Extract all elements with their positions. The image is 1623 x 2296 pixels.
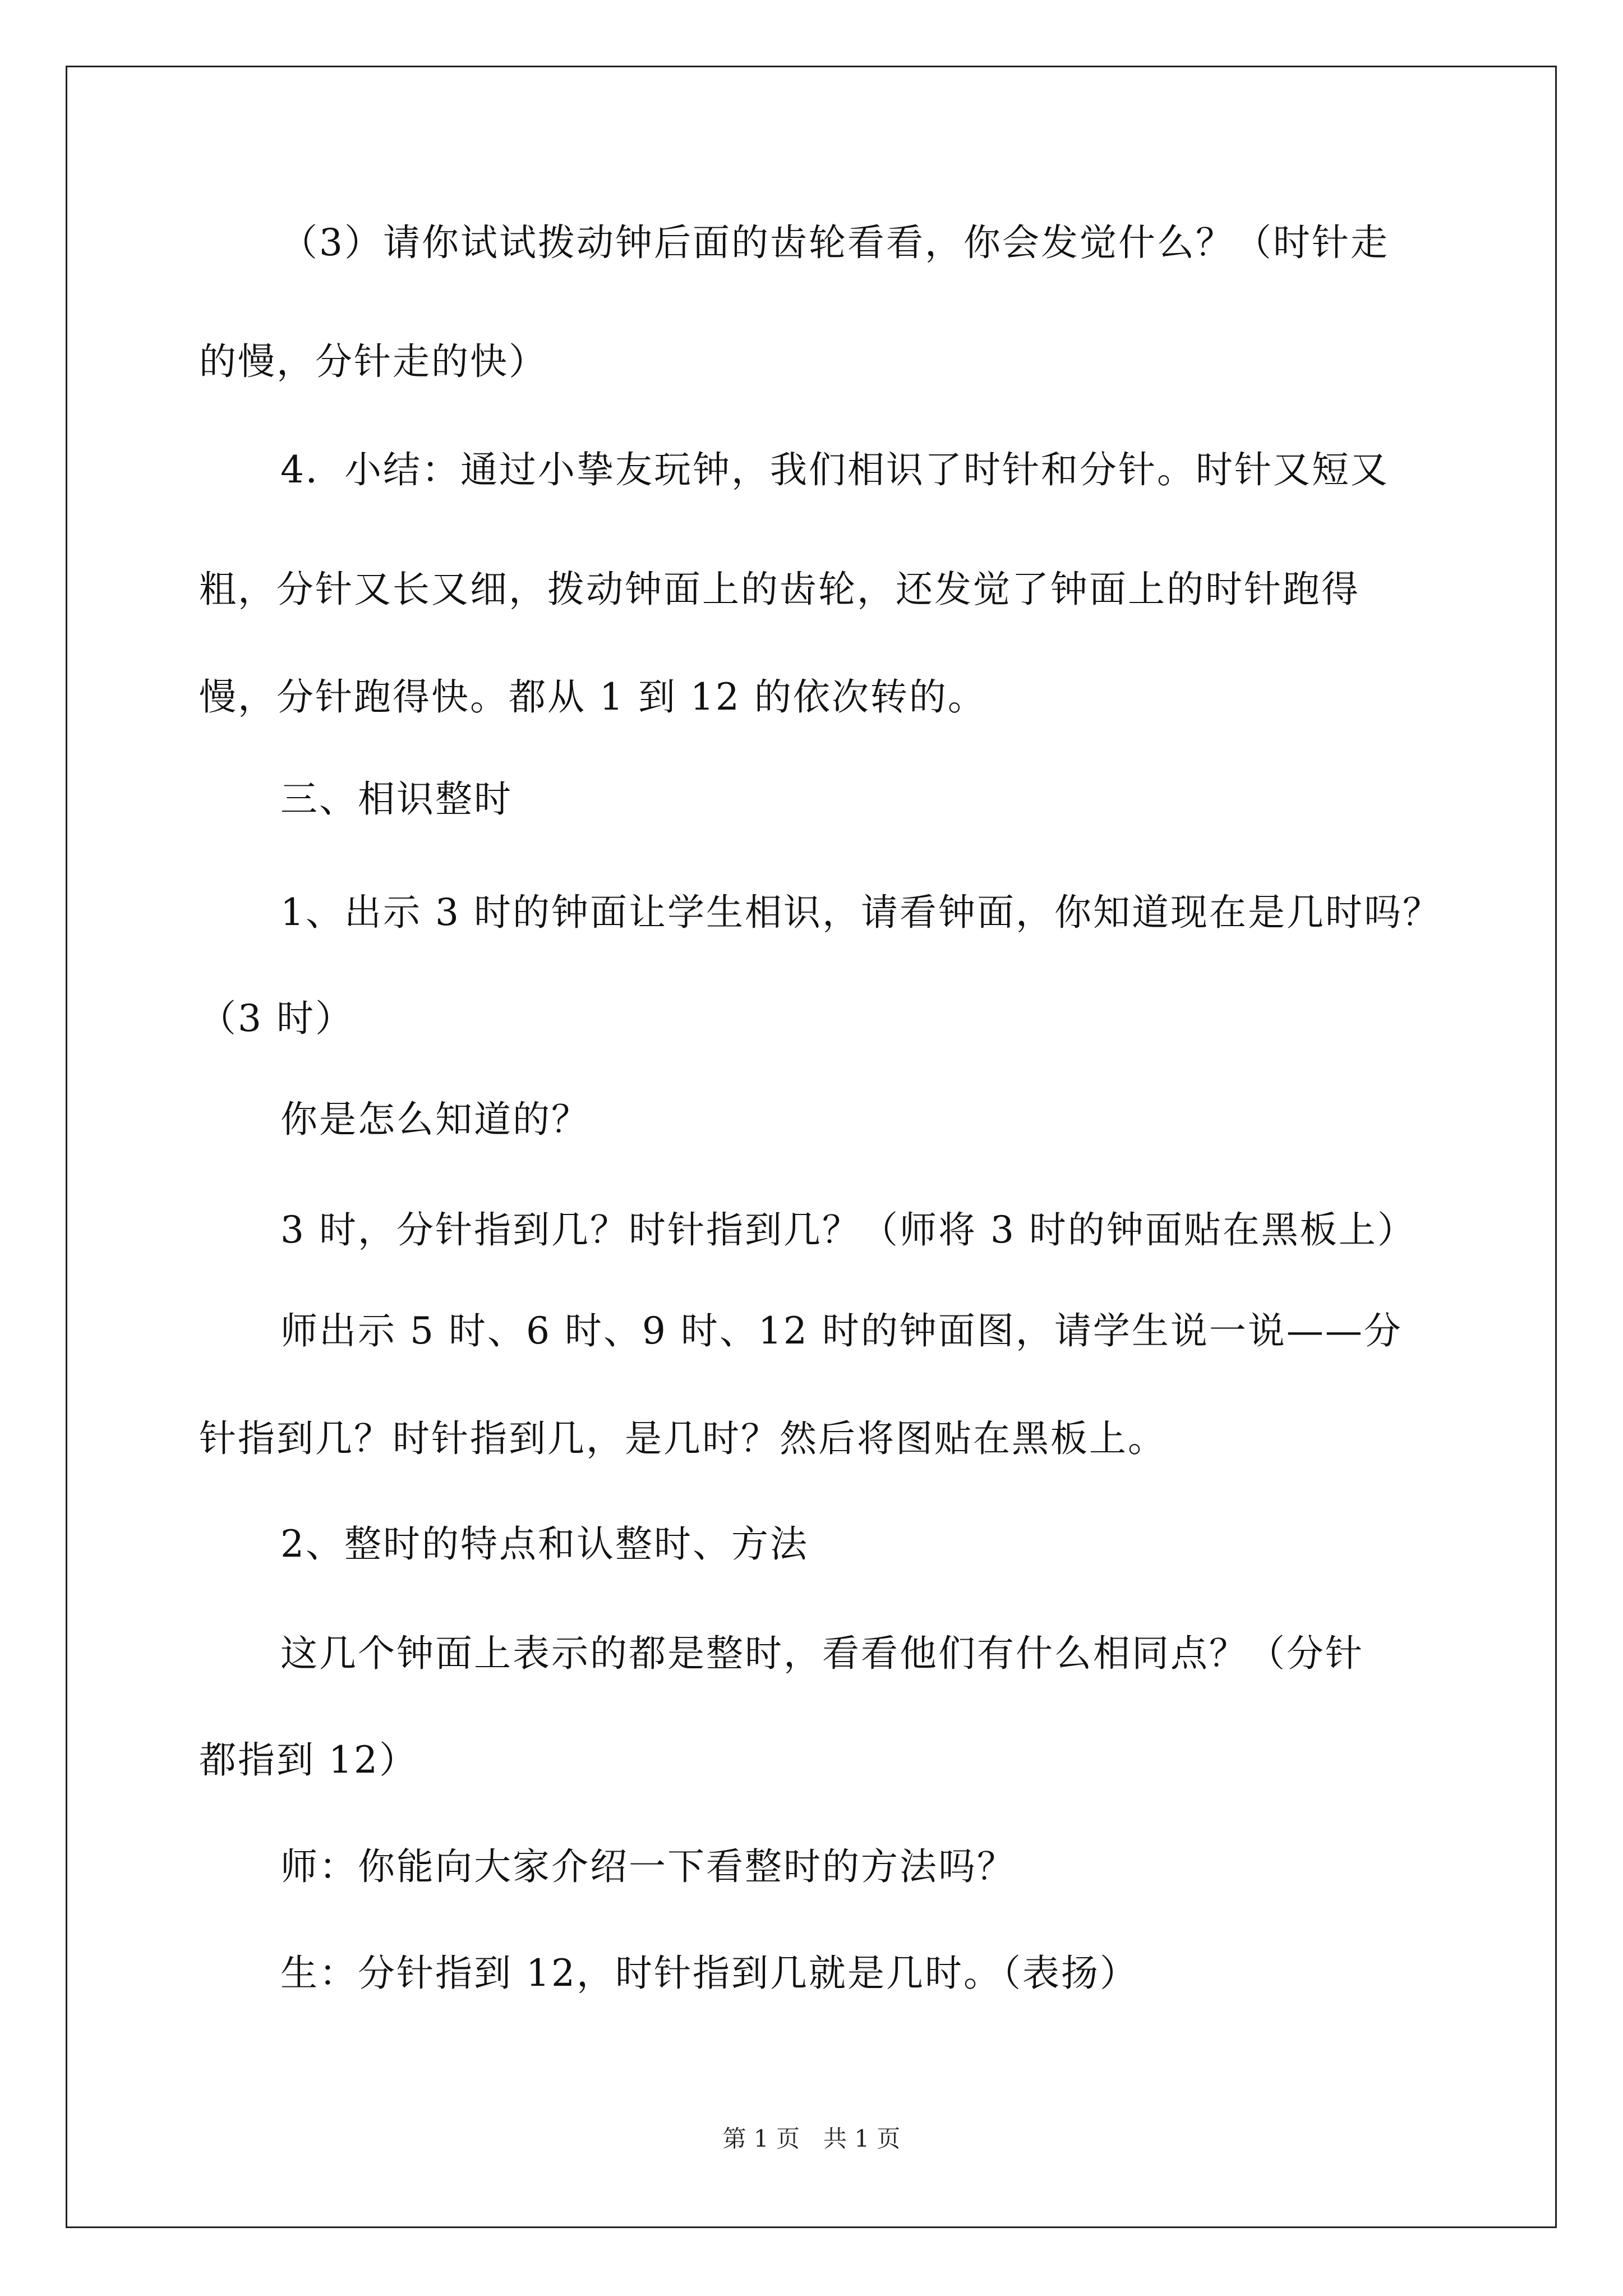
section-heading: 三、相识整时 [280, 777, 513, 821]
section-heading: 2、整时的特点和认整时、方法 [280, 1522, 809, 1566]
text-line: （3）请你试试拨动钟后面的齿轮看看，你会发觉什么？（时针走 [280, 221, 1389, 264]
text-line: 生：分针指到 12，时针指到几就是几时。（表扬） [280, 1952, 1138, 1995]
text-line: 3 时，分针指到几？时针指到几？（师将 3 时的钟面贴在黑板上） [280, 1208, 1416, 1251]
text-line: 1、出示 3 时的钟面让学生相识，请看钟面，你知道现在是几时吗？ [280, 891, 1441, 934]
page-number-footer: 第 1 页 共 1 页 [722, 2125, 901, 2152]
text-line: 这几个钟面上表示的都是整时，看看他们有什么相同点？（分针 [280, 1632, 1364, 1675]
text-line: 针指到几？时针指到几，是几时？然后将图贴在黑板上。 [199, 1417, 1166, 1460]
text-line: 慢，分针跑得快。都从 1 到 12 的依次转的。 [199, 675, 986, 719]
text-line: 师出示 5 时、6 时、9 时、12 时的钟面图，请学生说一说——分 [280, 1309, 1403, 1352]
text-line: 4．小结：通过小挚友玩钟，我们相识了时针和分针。时针又短又 [280, 448, 1389, 491]
text-line: 的慢，分针走的快） [199, 340, 547, 383]
page-border [66, 66, 1557, 2228]
text-line: 你是怎么知道的？ [280, 1098, 590, 1141]
text-line: （3 时） [199, 997, 354, 1040]
text-line: 师：你能向大家介绍一下看整时的方法吗？ [280, 1845, 1016, 1888]
text-line: 都指到 12） [199, 1738, 418, 1782]
text-line: 粗，分针又长又细，拨动钟面上的齿轮，还发觉了钟面上的时针跑得 [199, 568, 1360, 611]
